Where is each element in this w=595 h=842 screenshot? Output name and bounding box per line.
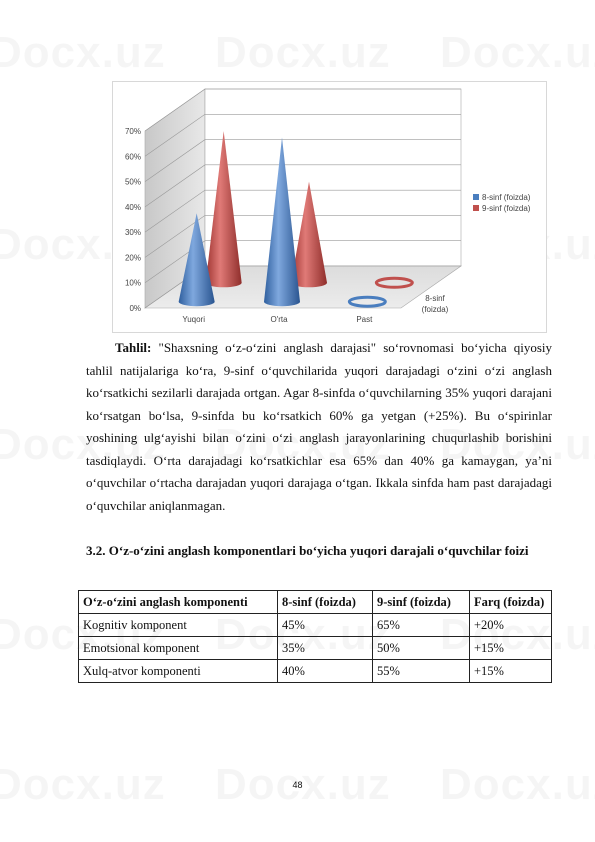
table-cell: 50% [373, 637, 470, 660]
table-row [79, 614, 552, 637]
chart-container [112, 81, 547, 333]
table-cell: Kognitiv komponent [79, 614, 278, 637]
y-tick-label: 10% [124, 278, 141, 288]
x-axis-categories [182, 315, 373, 324]
table-cell: 40% [278, 660, 373, 683]
legend-swatch [473, 194, 479, 200]
table-cell: 45% [278, 614, 373, 637]
legend-swatch [473, 205, 479, 211]
table-cell: Emotsional komponent [79, 637, 278, 660]
watermark [0, 28, 166, 78]
table-cell: +15% [470, 660, 552, 683]
table-header-cell: Farq (foizda) [470, 591, 552, 614]
table-cell: 65% [373, 614, 470, 637]
table-cell: 35% [278, 637, 373, 660]
y-tick-label: 20% [124, 253, 141, 263]
table-cell: +20% [470, 614, 552, 637]
legend-label: 9-sinf (foizda) [482, 204, 531, 213]
section-heading: 3.2. O‘z-o‘zini anglash komponentlari bo‘yicha yuqori darajali o‘quvchilar foizi [86, 543, 529, 558]
legend [473, 193, 531, 213]
back-wall [205, 89, 461, 266]
depth-axis-label [422, 294, 449, 314]
y-axis-ticks [125, 127, 141, 313]
y-tick-label: 60% [124, 152, 141, 162]
x-category-label: O'rta [270, 315, 288, 324]
legend-label: 8-sinf (foizda) [482, 193, 531, 202]
table-cell: Xulq-atvor komponenti [79, 660, 278, 683]
depth-label-line: 8-sinf [425, 294, 445, 303]
watermark [440, 28, 595, 78]
table-header-row [79, 591, 552, 614]
cone-chart [113, 82, 546, 332]
y-tick-label: 30% [124, 228, 141, 238]
y-tick-label: 40% [124, 202, 141, 212]
table-header-cell: 8-sinf (foizda) [278, 591, 373, 614]
watermark [215, 28, 391, 78]
y-tick-label: 50% [124, 177, 141, 187]
table-header-cell: 9-sinf (foizda) [373, 591, 470, 614]
table-header-cell: O‘z-o‘zini anglash komponenti [79, 591, 278, 614]
table-row [79, 637, 552, 660]
x-category-label: Past [356, 315, 373, 324]
y-tick-label: 70% [124, 127, 141, 136]
components-table [78, 590, 552, 683]
y-tick-label: 0% [129, 304, 141, 313]
x-category-label: Yuqori [182, 315, 206, 324]
analysis-label: Tahlil: [115, 340, 152, 355]
analysis-paragraph [86, 337, 552, 517]
table-row [79, 660, 552, 683]
analysis-text: "Shaxsning o‘z-o‘zini anglash darajasi" so‘rovnomasi bo‘yicha qiyosiy tahlil natijalariga ko‘ra, 9-sinf o‘quvchilarida yuqori darajadagi o‘zini o‘zi anglash ko‘rsatkichi sezilarli darajada ortgan. Agar 8-sinfda o‘quvchilarning 35% yuqori darajani ko‘rsatgan bo‘lsa, 9-sinfda bu ko‘rsatkich 60% ga yetgan (+25%). Bu o‘spirinlar yoshining ulg‘ayishi bilan o‘zini o‘zi anglash jarayonlarining chuqurlashib borishini tasdiqlaydi. O‘rta darajadagi ko‘rsatkichlar esa 65% dan 40% ga kamaygan, ya’ni o‘quvchilar o‘rtacha darajadan yuqori darajaga o‘tgan. Ikkala sinfda ham past darajadagi o‘quvchilar aniqlanmagan. [86, 340, 553, 513]
table-cell: +15% [470, 637, 552, 660]
depth-label-line: (foizda) [421, 305, 449, 314]
table-cell: 55% [373, 660, 470, 683]
page-number: 48 [292, 780, 303, 790]
